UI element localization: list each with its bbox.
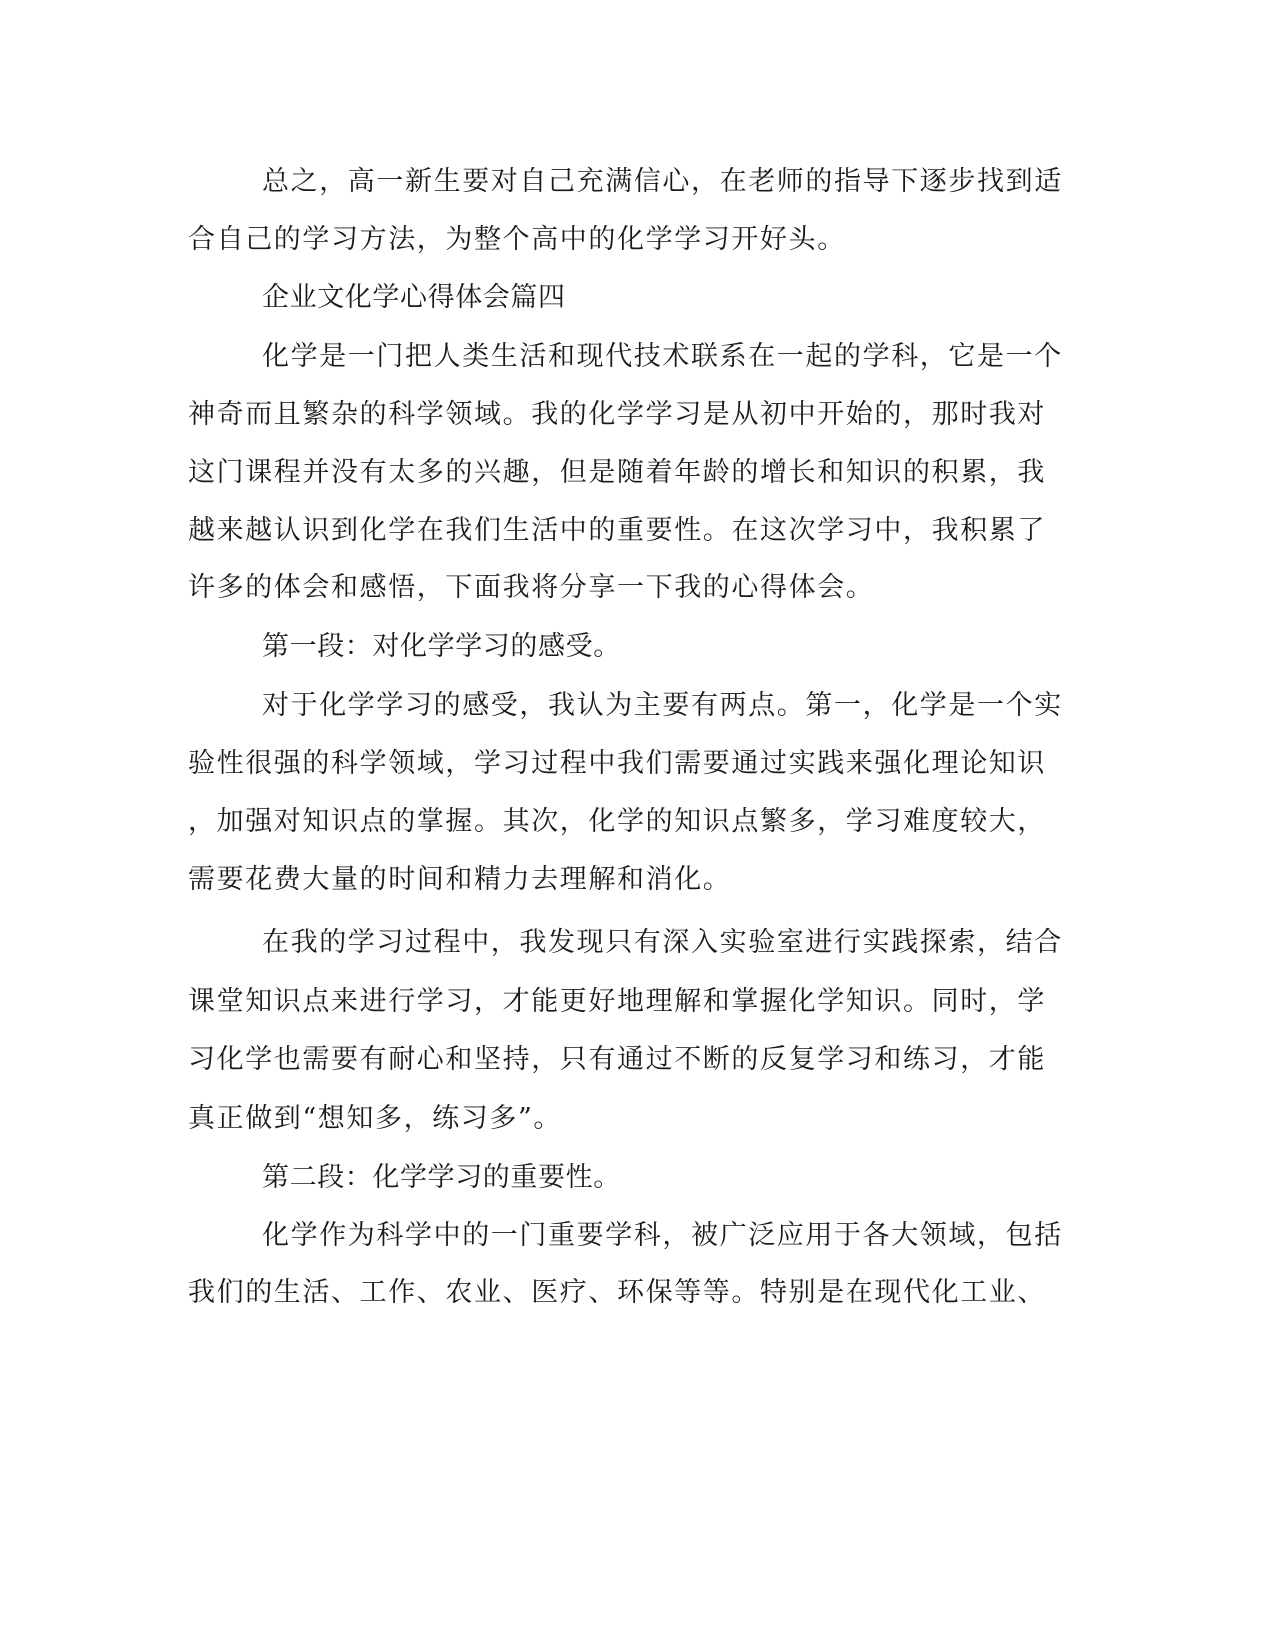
paragraph-line: 化学是一门把人类生活和现代技术联系在一起的学科，它是一个 [262,341,1063,372]
paragraph-line: 课堂知识点来进行学习，才能更好地理解和掌握化学知识。同时，学 [188,986,1046,1017]
paragraph-line: 许多的体会和感悟，下面我将分享一下我的心得体会。 [188,572,875,603]
paragraph-line: 验性很强的科学领域，学习过程中我们需要通过实践来强化理论知识 [188,748,1046,779]
paragraph-line: 这门课程并没有太多的兴趣，但是随着年龄的增长和知识的积累，我 [188,457,1046,488]
paragraph-line: 合自己的学习方法，为整个高中的化学学习开好头。 [188,224,846,255]
paragraph-line: 总之，高一新生要对自己充满信心，在老师的指导下逐步找到适 [262,166,1063,197]
section-heading: 第二段：化学学习的重要性。 [262,1162,621,1193]
paragraph-line: 习化学也需要有耐心和坚持，只有通过不断的反复学习和练习，才能 [188,1044,1046,1075]
section-heading: 第一段：对化学学习的感受。 [262,631,621,662]
paragraph-line: 在我的学习过程中，我发现只有深入实验室进行实践探索，结合 [262,927,1063,958]
paragraph-line: 对于化学学习的感受，我认为主要有两点。第一，化学是一个实 [262,690,1063,721]
paragraph-line: 越来越认识到化学在我们生活中的重要性。在这次学习中，我积累了 [188,515,1046,546]
paragraph-line: ，加强对知识点的掌握。其次，化学的知识点繁多，学习难度较大， [188,806,1046,837]
paragraph-line: 我们的生活、工作、农业、医疗、环保等等。特别是在现代化工业、 [188,1277,1046,1308]
paragraph-line: 神奇而且繁杂的科学领域。我的化学学习是从初中开始的，那时我对 [188,399,1046,430]
section-title: 企业文化学心得体会篇四 [262,282,566,313]
paragraph-line: 真正做到“想知多，练习多”。 [188,1103,563,1134]
paragraph-line: 化学作为科学中的一门重要学科，被广泛应用于各大领域，包括 [262,1220,1063,1251]
paragraph-line: 需要花费大量的时间和精力去理解和消化。 [188,864,732,895]
